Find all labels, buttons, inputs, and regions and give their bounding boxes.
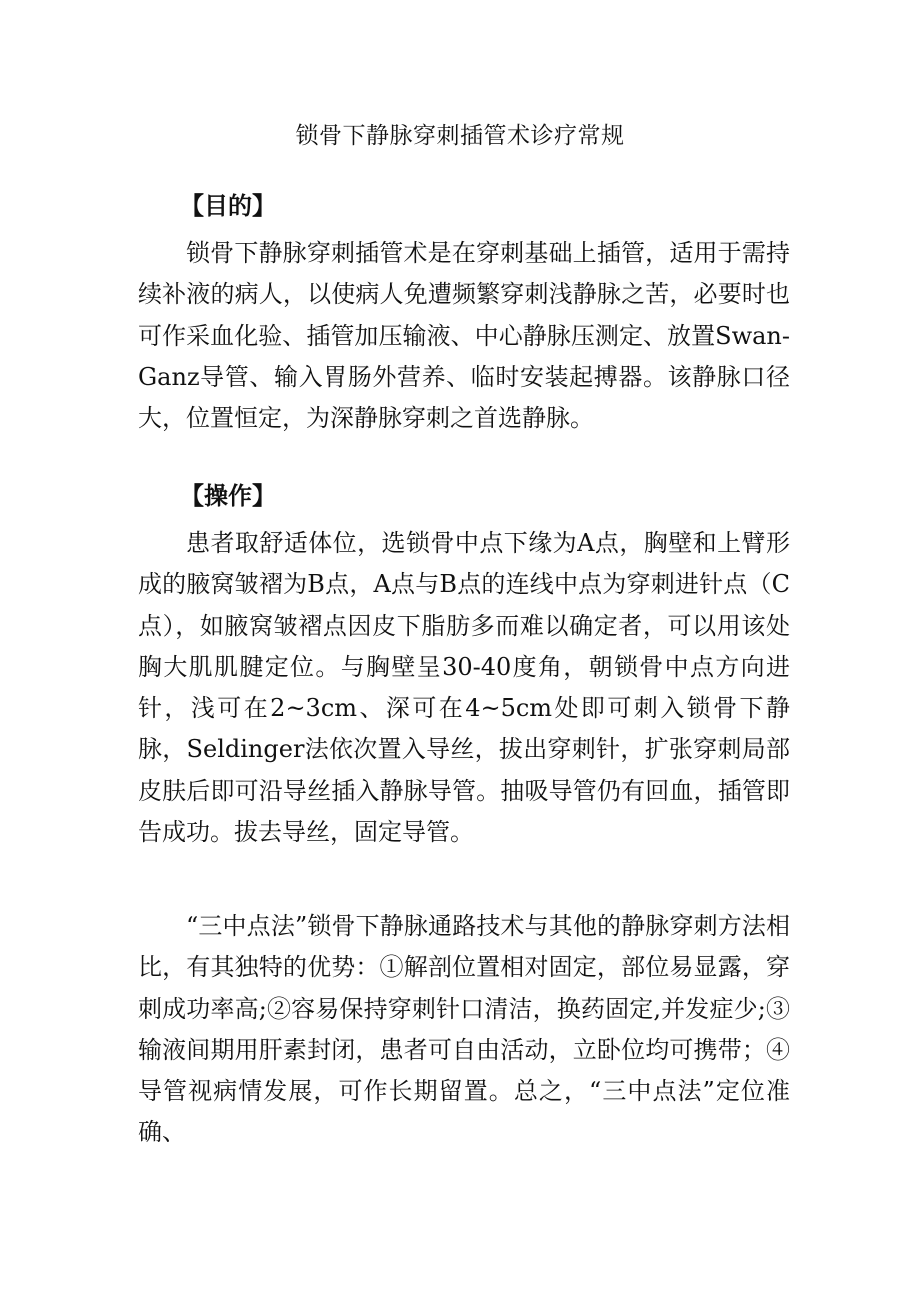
- section-heading-purpose: 【目的】: [180, 192, 276, 220]
- document-title: 锁骨下静脉穿刺插管术诊疗常规: [295, 123, 625, 149]
- operation-paragraph: 患者取舒适体位，选锁骨中点下缘为A点，胸壁和上臂形成的腋窝皱褶为B点，A点与B点的连线中点为穿刺进针点（C点），如腋窝皱褶点因皮下脂肪多而难以确定者，可以用该处胸大肌肌腱定位。与胸壁呈30-40度角，朝锁骨中点方向进针，浅可在2~3cm、深可在4~5cm处即可刺入锁骨下静脉，Seldinger法依次置入导丝，拔出穿刺针，扩张穿刺局部皮肤后即可沿导丝插入静脉导管。抽吸导管仍有回血，插管即告成功。拔去导丝，固定导管。: [138, 529, 790, 847]
- advantage-paragraph: “三中点法”锁骨下静脉通路技术与其他的静脉穿刺方法相比，有其独特的优势：①解剖位置相对固定，部位易显露，穿刺成功率高;②容易保持穿刺针口清洁，换药固定,并发症少;③输液间期用肝素封闭，患者可自由活动，立卧位均可携带；④导管视病情发展，可作长期留置。总之，“三中点法”定位准确、: [138, 912, 790, 1147]
- purpose-paragraph: 锁骨下静脉穿刺插管术是在穿刺基础上插管，适用于需持续补液的病人，以使病人免遭频繁穿刺浅静脉之苦，必要时也可作采血化验、插管加压输液、中心静脉压测定、放置Swan-Ganz导管、输入胃肠外营养、临时安装起搏器。该静脉口径大，位置恒定，为深静脉穿刺之首选静脉。: [138, 239, 790, 433]
- section-heading-operation: 【操作】: [180, 482, 276, 510]
